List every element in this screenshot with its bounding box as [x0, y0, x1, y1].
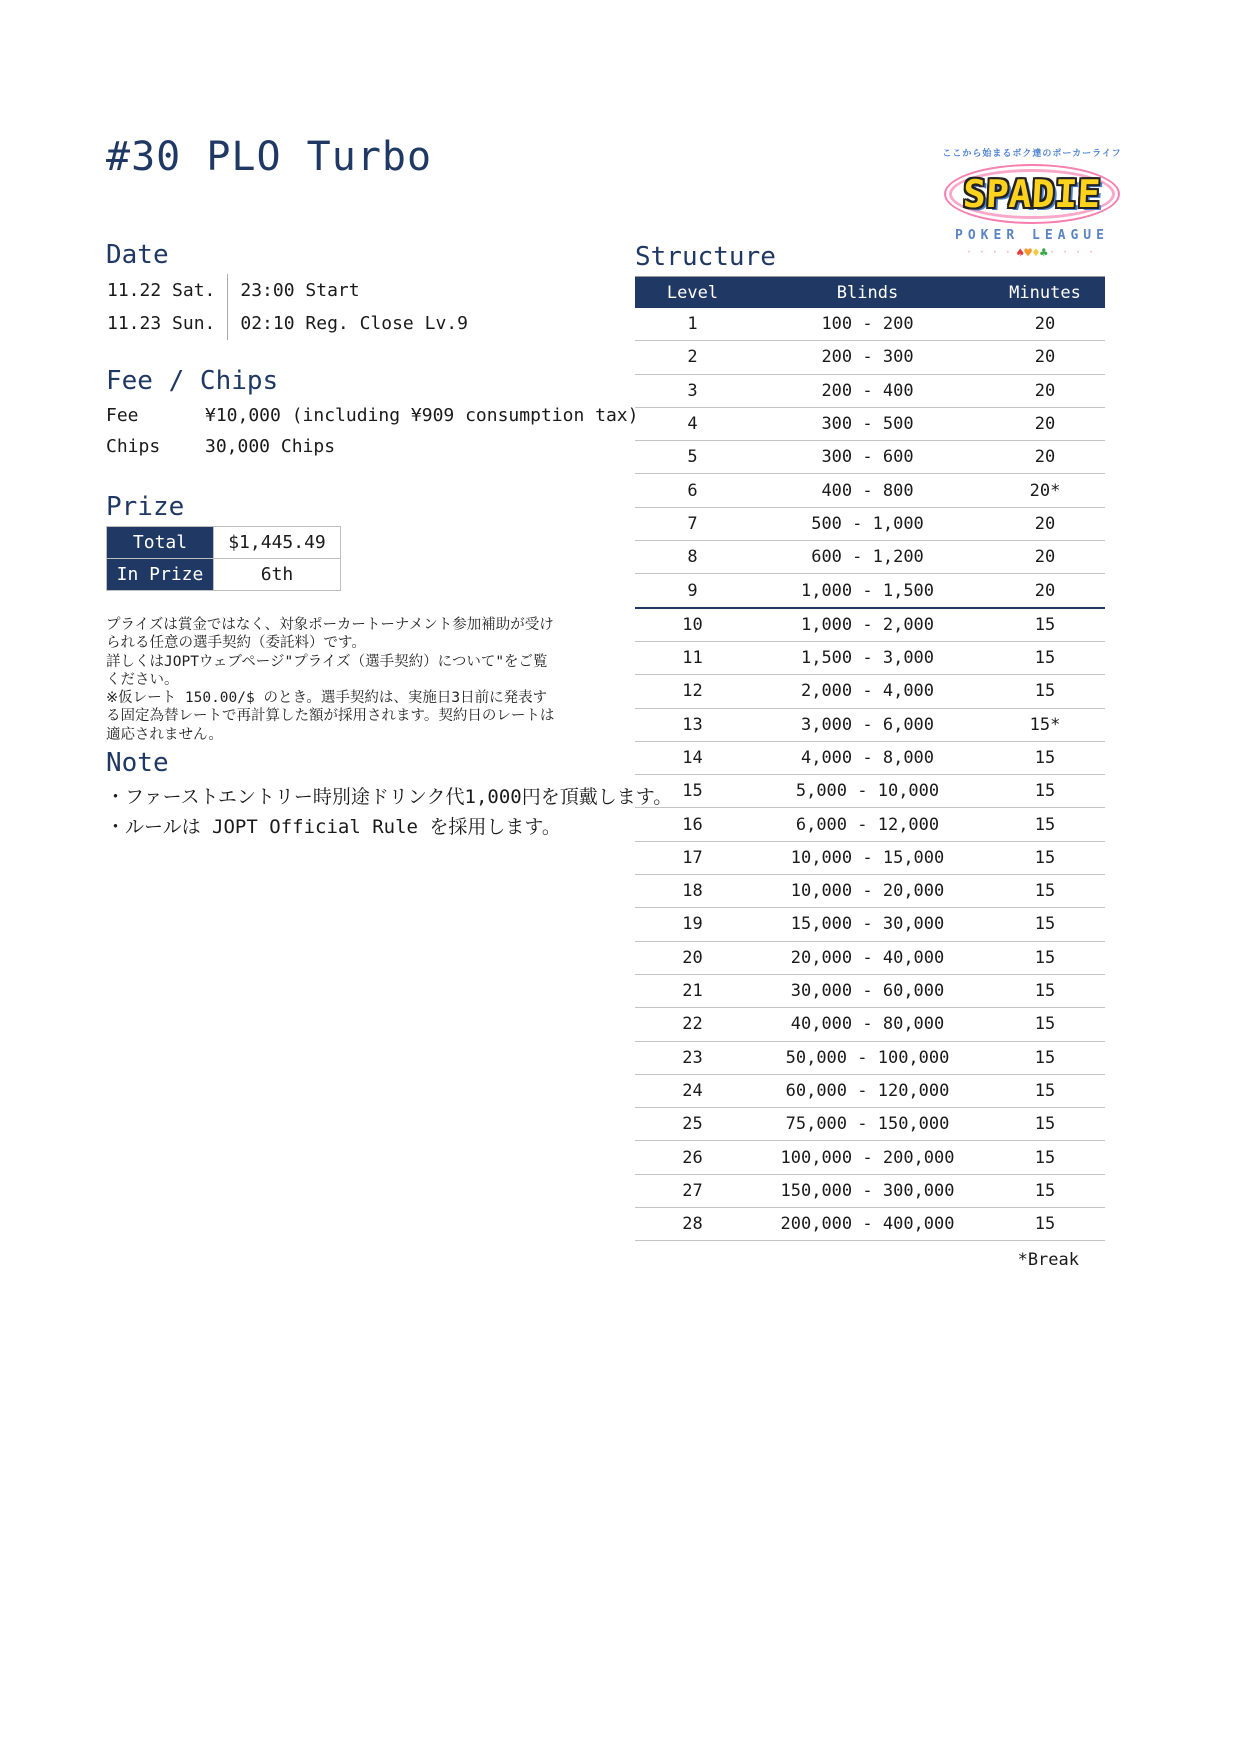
fee-chips-section	[106, 366, 638, 462]
fee-chips-heading: Fee / Chips	[106, 366, 279, 396]
structure-cell-minutes: 20	[985, 574, 1105, 608]
structure-cell-blinds: 150,000 - 300,000	[750, 1174, 985, 1207]
prize-inprize-label: In Prize	[107, 559, 214, 591]
structure-cell-minutes: 15	[985, 941, 1105, 974]
structure-table-body	[635, 308, 1105, 1241]
structure-cell-level: 23	[635, 1041, 750, 1074]
structure-cell-minutes: 15	[985, 875, 1105, 908]
structure-cell-minutes: 15	[985, 1108, 1105, 1141]
logo-wordmark: SPADIE	[962, 172, 1102, 216]
structure-cell-minutes: 15	[985, 608, 1105, 642]
structure-cell-minutes: 15	[985, 1174, 1105, 1207]
structure-cell-level: 6	[635, 474, 750, 507]
structure-cell-blinds: 500 - 1,000	[750, 507, 985, 540]
structure-cell-blinds: 200,000 - 400,000	[750, 1208, 985, 1241]
structure-cell-blinds: 1,500 - 3,000	[750, 641, 985, 674]
structure-cell-level: 19	[635, 908, 750, 941]
logo-dots-right: ・・・・	[1047, 248, 1100, 258]
structure-cell-minutes: 20	[985, 374, 1105, 407]
date-label: 11.23 Sun.	[106, 307, 228, 340]
structure-cell-minutes: 15	[985, 1208, 1105, 1241]
structure-cell-minutes: 15	[985, 1008, 1105, 1041]
structure-cell-level: 3	[635, 374, 750, 407]
structure-row	[635, 1108, 1105, 1141]
fee-value: ¥10,000 (including ¥909 consumption tax)	[205, 405, 639, 426]
structure-cell-blinds: 600 - 1,200	[750, 541, 985, 574]
structure-row	[635, 908, 1105, 941]
structure-cell-level: 8	[635, 541, 750, 574]
structure-cell-minutes: 15	[985, 808, 1105, 841]
structure-cell-blinds: 20,000 - 40,000	[750, 941, 985, 974]
structure-cell-minutes: 15	[985, 641, 1105, 674]
date-label: 11.22 Sat.	[106, 274, 228, 307]
structure-row	[635, 775, 1105, 808]
prize-table	[106, 526, 341, 591]
structure-cell-blinds: 10,000 - 20,000	[750, 875, 985, 908]
structure-cell-blinds: 400 - 800	[750, 474, 985, 507]
heart-suit-icon: ♥	[1024, 246, 1032, 261]
structure-cell-level: 12	[635, 675, 750, 708]
structure-cell-blinds: 100,000 - 200,000	[750, 1141, 985, 1174]
structure-cell-level: 10	[635, 608, 750, 642]
structure-row	[635, 574, 1105, 608]
note-item: ・ルールは JOPT Official Rule を採用します。	[106, 816, 561, 839]
disclaimer-paragraph: プライズは賞金ではなく、対象ポーカートーナメント参加補助が受けられる任意の選手契約（委託料）です。	[106, 617, 554, 652]
structure-row	[635, 308, 1105, 341]
chips-row	[106, 431, 638, 462]
structure-cell-blinds: 6,000 - 12,000	[750, 808, 985, 841]
structure-cell-blinds: 100 - 200	[750, 308, 985, 341]
structure-col-minutes: Minutes	[985, 277, 1105, 309]
structure-cell-level: 18	[635, 875, 750, 908]
structure-cell-minutes: 15	[985, 675, 1105, 708]
structure-cell-minutes: 20	[985, 541, 1105, 574]
disclaimer-paragraph: 詳しくはJOPTウェブページ"プライズ（選手契約）について"をご覧ください。	[106, 653, 548, 688]
structure-row	[635, 1041, 1105, 1074]
club-suit-icon: ♣	[1039, 246, 1048, 261]
chips-label: Chips	[106, 436, 161, 457]
prize-row	[107, 527, 341, 559]
structure-cell-blinds: 60,000 - 120,000	[750, 1074, 985, 1107]
structure-cell-level: 26	[635, 1141, 750, 1174]
structure-cell-blinds: 40,000 - 80,000	[750, 1008, 985, 1041]
diamond-suit-icon: ♦	[1032, 246, 1040, 261]
structure-cell-level: 9	[635, 574, 750, 608]
structure-section	[635, 242, 1105, 1270]
structure-cell-minutes: 20	[985, 308, 1105, 341]
date-table	[106, 274, 469, 340]
prize-disclaimer	[106, 616, 561, 744]
break-footnote: *Break	[1017, 1250, 1079, 1271]
structure-cell-minutes: 20	[985, 441, 1105, 474]
logo-ring	[944, 164, 1120, 224]
logo-tagline: ここから始まるボク達のポーカーライフ	[942, 149, 1122, 159]
structure-row	[635, 441, 1105, 474]
structure-row	[635, 941, 1105, 974]
structure-row	[635, 675, 1105, 708]
structure-row	[635, 1208, 1105, 1241]
structure-header-row	[635, 277, 1105, 309]
date-heading: Date	[106, 240, 169, 270]
prize-row	[107, 559, 341, 591]
structure-cell-minutes: 15	[985, 841, 1105, 874]
structure-cell-level: 4	[635, 407, 750, 440]
structure-cell-blinds: 75,000 - 150,000	[750, 1108, 985, 1141]
structure-row	[635, 741, 1105, 774]
structure-cell-blinds: 300 - 600	[750, 441, 985, 474]
structure-cell-minutes: 20	[985, 341, 1105, 374]
structure-cell-level: 7	[635, 507, 750, 540]
structure-row	[635, 841, 1105, 874]
structure-cell-minutes: 15	[985, 1074, 1105, 1107]
structure-cell-level: 17	[635, 841, 750, 874]
structure-cell-level: 21	[635, 974, 750, 1007]
structure-cell-level: 1	[635, 308, 750, 341]
structure-row	[635, 1008, 1105, 1041]
page-title: #30 PLO Turbo	[106, 134, 433, 180]
structure-cell-minutes: 15	[985, 775, 1105, 808]
date-value: 23:00 Start	[240, 280, 360, 301]
structure-cell-minutes: 15	[985, 741, 1105, 774]
structure-cell-blinds: 2,000 - 4,000	[750, 675, 985, 708]
structure-cell-level: 15	[635, 775, 750, 808]
prize-heading: Prize	[106, 492, 185, 522]
structure-cell-blinds: 10,000 - 15,000	[750, 841, 985, 874]
structure-cell-level: 20	[635, 941, 750, 974]
structure-cell-blinds: 3,000 - 6,000	[750, 708, 985, 741]
structure-cell-minutes: 15	[985, 1141, 1105, 1174]
structure-row	[635, 808, 1105, 841]
structure-cell-blinds: 1,000 - 2,000	[750, 608, 985, 642]
spade-suit-icon: ♠	[1016, 246, 1025, 261]
logo-dots-left: ・・・・	[964, 248, 1017, 258]
date-value: 02:10 Reg. Close Lv.9	[240, 313, 468, 334]
structure-cell-level: 5	[635, 441, 750, 474]
structure-cell-minutes: 15	[985, 908, 1105, 941]
structure-cell-blinds: 15,000 - 30,000	[750, 908, 985, 941]
structure-cell-level: 14	[635, 741, 750, 774]
structure-cell-level: 28	[635, 1208, 750, 1241]
note-section	[106, 748, 672, 842]
structure-cell-blinds: 30,000 - 60,000	[750, 974, 985, 1007]
structure-cell-blinds: 1,000 - 1,500	[750, 574, 985, 608]
structure-cell-blinds: 4,000 - 8,000	[750, 741, 985, 774]
structure-cell-blinds: 5,000 - 10,000	[750, 775, 985, 808]
structure-cell-minutes: 20	[985, 407, 1105, 440]
structure-row	[635, 407, 1105, 440]
structure-row	[635, 1074, 1105, 1107]
structure-cell-blinds: 200 - 300	[750, 341, 985, 374]
structure-cell-level: 2	[635, 341, 750, 374]
structure-row	[635, 641, 1105, 674]
structure-row	[635, 974, 1105, 1007]
structure-cell-level: 27	[635, 1174, 750, 1207]
structure-row	[635, 1174, 1105, 1207]
structure-cell-blinds: 200 - 400	[750, 374, 985, 407]
structure-cell-blinds: 300 - 500	[750, 407, 985, 440]
structure-heading: Structure	[635, 242, 776, 272]
structure-row	[635, 708, 1105, 741]
structure-col-level: Level	[635, 277, 750, 309]
structure-row	[635, 875, 1105, 908]
structure-table	[635, 276, 1105, 1241]
date-section	[106, 240, 469, 340]
structure-cell-level: 25	[635, 1108, 750, 1141]
structure-row	[635, 507, 1105, 540]
structure-cell-level: 24	[635, 1074, 750, 1107]
structure-row	[635, 341, 1105, 374]
structure-cell-level: 16	[635, 808, 750, 841]
prize-total-label: Total	[107, 527, 214, 559]
structure-row	[635, 541, 1105, 574]
structure-row	[635, 608, 1105, 642]
logo-subtitle: POKER LEAGUE	[955, 228, 1109, 243]
prize-total-value: $1,445.49	[214, 527, 341, 559]
structure-row	[635, 1141, 1105, 1174]
date-row	[106, 274, 469, 307]
structure-cell-minutes: 15	[985, 1041, 1105, 1074]
structure-cell-level: 13	[635, 708, 750, 741]
structure-cell-minutes: 20	[985, 507, 1105, 540]
date-row	[106, 307, 469, 340]
structure-row	[635, 374, 1105, 407]
disclaimer-paragraph: ※仮レート 150.00/$ のとき。選手契約は、実施日3日前に発表する固定為替レートで再計算した額が採用されます。契約日のレートは適応されません。	[106, 690, 555, 743]
structure-cell-minutes: 20*	[985, 474, 1105, 507]
structure-cell-level: 22	[635, 1008, 750, 1041]
note-heading: Note	[106, 748, 169, 778]
structure-row	[635, 474, 1105, 507]
structure-cell-blinds: 50,000 - 100,000	[750, 1041, 985, 1074]
note-item: ・ファーストエントリー時別途ドリンク代1,000円を頂戴します。	[106, 786, 673, 808]
structure-cell-minutes: 15	[985, 974, 1105, 1007]
fee-label: Fee	[106, 405, 139, 426]
chips-value: 30,000 Chips	[205, 436, 336, 457]
prize-section	[106, 492, 341, 591]
fee-row	[106, 400, 638, 431]
structure-col-blinds: Blinds	[750, 277, 985, 309]
structure-cell-level: 11	[635, 641, 750, 674]
prize-inprize-value: 6th	[214, 559, 341, 591]
structure-cell-minutes: 15*	[985, 708, 1105, 741]
